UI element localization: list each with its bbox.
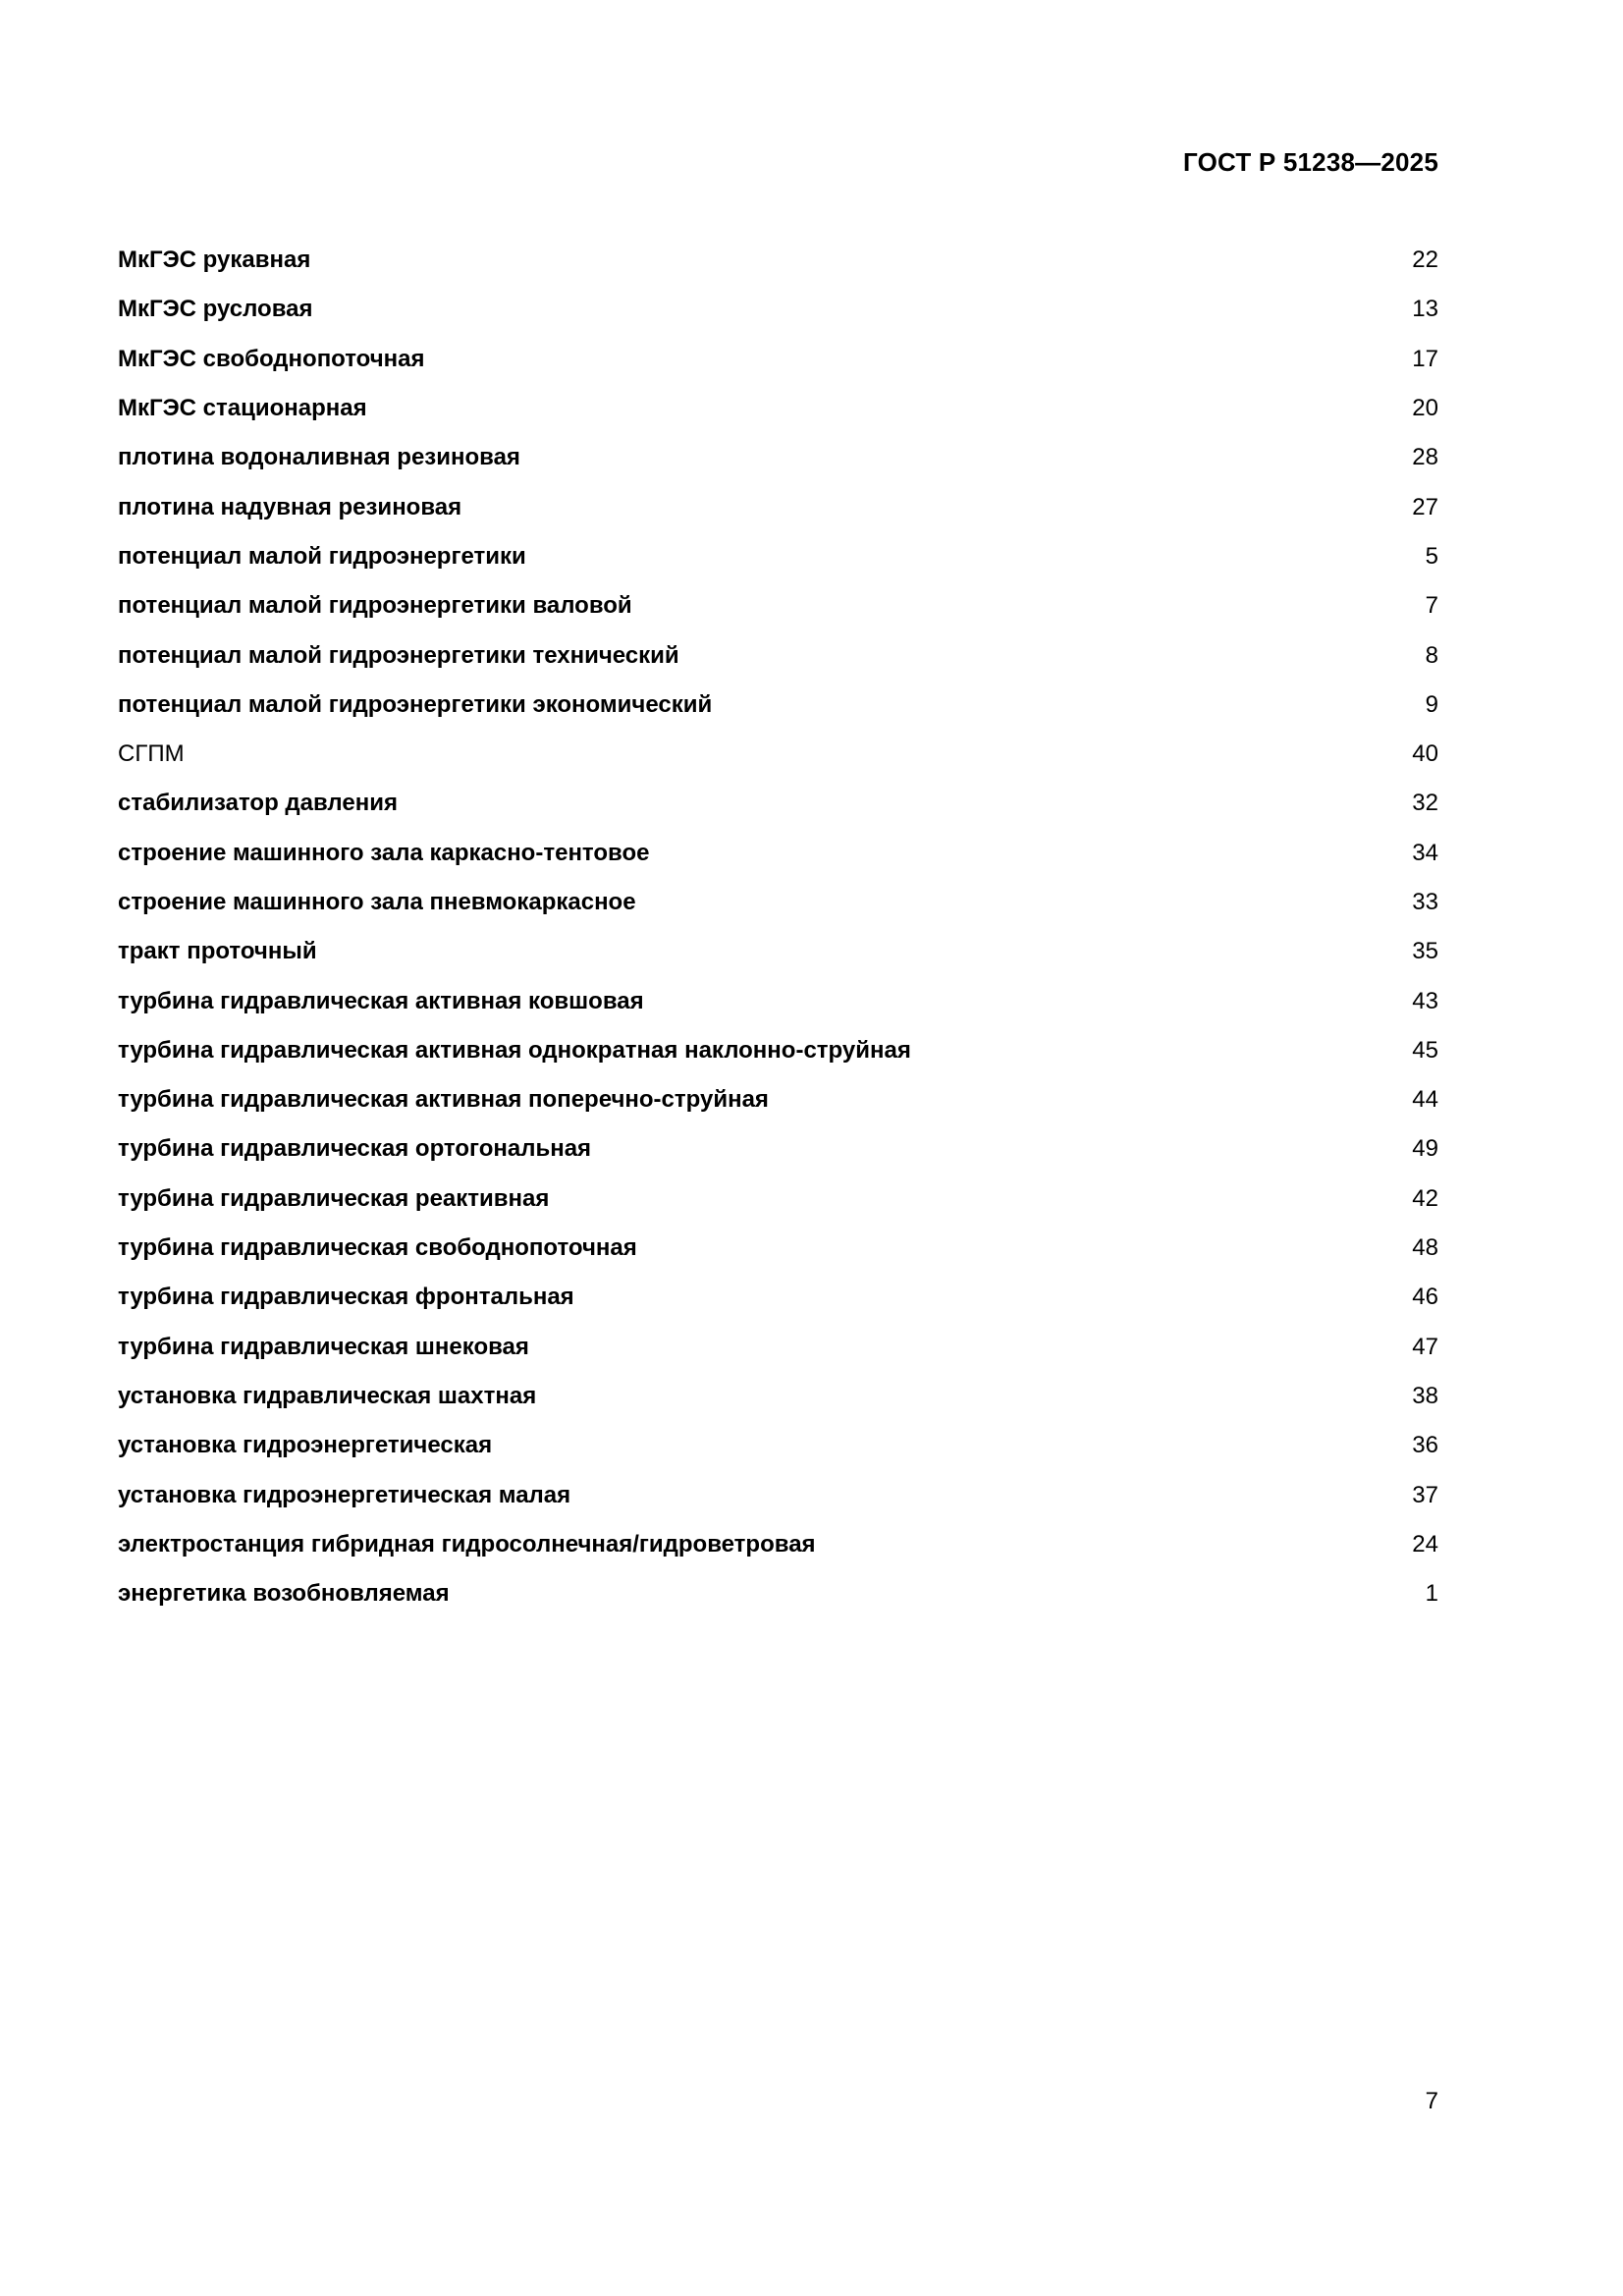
index-entry xyxy=(118,285,1438,334)
index-term-number: 43 xyxy=(1412,987,1438,1014)
index-entry xyxy=(118,730,1438,779)
index-term: плотина надувная резиновая xyxy=(118,493,462,520)
index-entry xyxy=(118,384,1438,433)
index-term: турбина гидравлическая реактивная xyxy=(118,1184,550,1212)
index-term: строение машинного зала пневмокаркасное xyxy=(118,889,636,915)
index-term: турбина гидравлическая ортогональная xyxy=(118,1135,592,1163)
index-term: турбина гидравлическая активная поперечно-струйная xyxy=(118,1086,769,1114)
index-entry xyxy=(118,532,1438,581)
index-entry xyxy=(118,630,1438,680)
index-term: МкГЭС свободнопоточная xyxy=(118,345,425,372)
index-entry xyxy=(118,1323,1438,1372)
index-entry xyxy=(118,681,1438,730)
index-term: МкГЭС русловая xyxy=(118,296,313,323)
index-term: электростанция гибридная гидросолнечная/гидроветровая xyxy=(118,1530,816,1558)
index-entry xyxy=(118,1470,1438,1519)
index-term-number: 22 xyxy=(1412,246,1438,274)
index-term-number: 9 xyxy=(1425,690,1438,718)
index-entry xyxy=(118,927,1438,976)
index-term-number: 24 xyxy=(1412,1530,1438,1558)
index-term-number: 27 xyxy=(1412,493,1438,520)
index-term-number: 38 xyxy=(1412,1382,1438,1409)
index-term-number: 5 xyxy=(1425,542,1438,570)
index-term: турбина гидравлическая шнековая xyxy=(118,1333,529,1360)
index-entry xyxy=(118,1520,1438,1569)
index-term: энергетика возобновляемая xyxy=(118,1580,450,1608)
index-term-number: 47 xyxy=(1412,1333,1438,1360)
index-term: потенциал малой гидроэнергетики экономический xyxy=(118,690,713,718)
index-entry xyxy=(118,1075,1438,1124)
index-term: потенциал малой гидроэнергетики xyxy=(118,542,526,570)
index-term-number: 49 xyxy=(1412,1135,1438,1163)
index-term: турбина гидравлическая фронтальная xyxy=(118,1284,574,1311)
alphabetical-index xyxy=(118,236,1438,1618)
index-term-number: 17 xyxy=(1412,345,1438,372)
index-term-number: 8 xyxy=(1425,641,1438,669)
index-entry xyxy=(118,335,1438,384)
index-term-number: 34 xyxy=(1412,839,1438,866)
index-term: установка гидроэнергетическая малая xyxy=(118,1481,571,1508)
index-term-number: 48 xyxy=(1412,1234,1438,1262)
index-entry xyxy=(118,1124,1438,1174)
index-term: установка гидроэнергетическая xyxy=(118,1432,493,1459)
index-term: турбина гидравлическая активная ковшовая xyxy=(118,987,644,1014)
index-term-number: 45 xyxy=(1412,1036,1438,1064)
index-term: тракт проточный xyxy=(118,938,317,965)
index-entry xyxy=(118,1569,1438,1618)
index-term: МкГЭС рукавная xyxy=(118,246,311,274)
index-entry xyxy=(118,433,1438,482)
index-term: СГПМ xyxy=(118,740,185,768)
index-term-number: 42 xyxy=(1412,1184,1438,1212)
index-entry xyxy=(118,1224,1438,1273)
index-term: плотина водоналивная резиновая xyxy=(118,444,520,471)
index-entry xyxy=(118,976,1438,1025)
index-term: стабилизатор давления xyxy=(118,790,398,817)
index-entry xyxy=(118,1026,1438,1075)
index-term: установка гидравлическая шахтная xyxy=(118,1382,537,1409)
index-entry xyxy=(118,236,1438,285)
index-entry xyxy=(118,779,1438,828)
index-term-number: 37 xyxy=(1412,1481,1438,1508)
document-header: ГОСТ Р 51238—2025 xyxy=(1183,147,1438,177)
index-term-number: 1 xyxy=(1425,1580,1438,1608)
index-term-number: 36 xyxy=(1412,1432,1438,1459)
index-term-number: 7 xyxy=(1425,592,1438,620)
index-entry xyxy=(118,1372,1438,1421)
index-term: МкГЭС стационарная xyxy=(118,395,367,422)
index-entry xyxy=(118,1421,1438,1470)
index-entry xyxy=(118,829,1438,878)
index-term: строение машинного зала каркасно-тентовое xyxy=(118,839,650,866)
index-term-number: 20 xyxy=(1412,395,1438,422)
index-term-number: 33 xyxy=(1412,889,1438,915)
index-term-number: 44 xyxy=(1412,1086,1438,1114)
index-term-number: 32 xyxy=(1412,790,1438,817)
index-term-number: 28 xyxy=(1412,444,1438,471)
index-term-number: 13 xyxy=(1412,296,1438,323)
index-term: турбина гидравлическая активная однократная наклонно-струйная xyxy=(118,1036,911,1064)
index-term-number: 46 xyxy=(1412,1284,1438,1311)
index-entry xyxy=(118,1273,1438,1322)
index-entry xyxy=(118,581,1438,630)
index-entry xyxy=(118,1175,1438,1224)
index-term-number: 35 xyxy=(1412,938,1438,965)
index-term-number: 40 xyxy=(1412,740,1438,768)
index-entry xyxy=(118,878,1438,927)
index-entry xyxy=(118,482,1438,531)
index-term: потенциал малой гидроэнергетики технический xyxy=(118,641,679,669)
index-term: потенциал малой гидроэнергетики валовой xyxy=(118,592,632,620)
index-term: турбина гидравлическая свободнопоточная xyxy=(118,1234,637,1262)
page-number: 7 xyxy=(1425,2088,1438,2114)
